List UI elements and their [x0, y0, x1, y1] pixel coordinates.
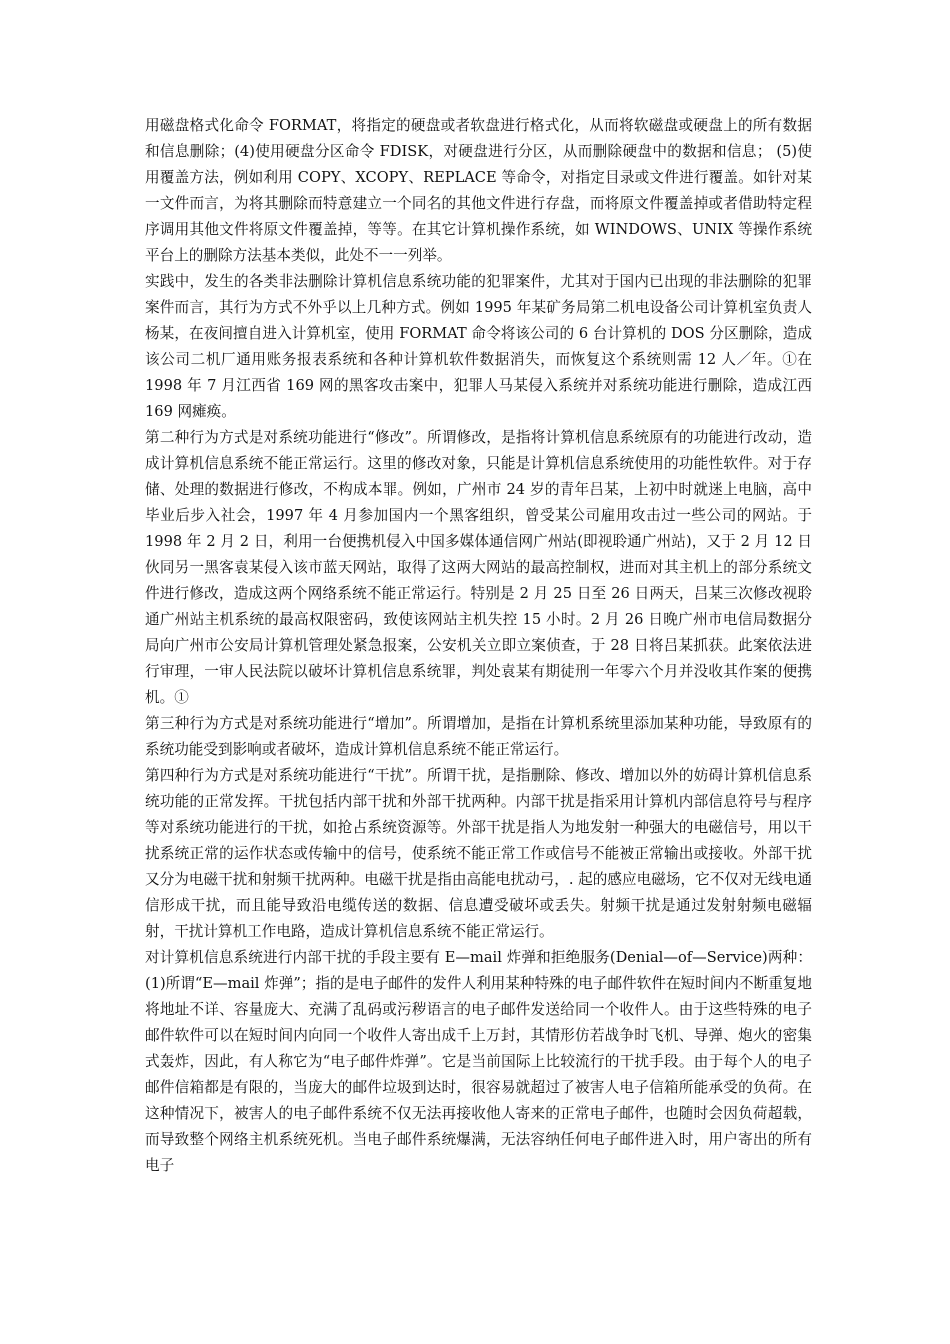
document-page — [145, 113, 812, 1179]
paragraph-6: 对计算机信息系统进行内部干扰的手段主要有 E—mail 炸弹和拒绝服务(Denial—of—Service)两种：(1)所谓“E—mail 炸弹”；指的是电子邮件的发件人利用某种特殊的电子邮件软件在短时间内不断重复地将地址不详、容量庞大、充满了乱码或污秽语言的电子邮件发送给同一个收件人。由于这些特殊的电子邮件软件可以在短时间内向同一个收件人寄出成千上万封，其情形仿若战争时飞机、导弹、炮火的密集式轰炸，因此，有人称它为“电子邮件炸弹”。它是当前国际上比较流行的干扰手段。由于每个人的电子邮件信箱都是有限的，当庞大的邮件垃圾到达时，很容易就超过了被害人电子信箱所能承受的负荷。在这种情况下，被害人的电子邮件系统不仅无法再接收他人寄来的正常电子邮件，也随时会因负荷超载，而导致整个网络主机系统死机。当电子邮件系统爆满，无法容纳任何电子邮件进入时，用户寄出的所有电子 — [145, 949, 812, 1174]
paragraph-2: 实践中，发生的各类非法删除计算机信息系统功能的犯罪案件，尤其对于国内已出现的非法删除的犯罪案件而言，其行为方式不外乎以上几种方式。例如 1995 年某矿务局第二机电设备公司计算机室负责人杨某，在夜间擅自进入计算机室，使用 FORMAT 命令将该公司的 6 台计算机的 DOS 分区删除，造成该公司二机厂通用账务报表系统和各种计算机软件数据消失，而恢复这个系统则需 12 人／年。①在 1998 年 7 月江西省 169 网的黑客攻击案中，犯罪人马某侵入系统并对系统功能进行删除，造成江西 169 网瘫痪。 — [145, 273, 812, 420]
paragraph-1: 用磁盘格式化命令 FORMAT，将指定的硬盘或者软盘进行格式化，从而将软磁盘或硬盘上的所有数据和信息删除；(4)使用硬盘分区命令 FDISK，对硬盘进行分区，从而删除硬盘中的数据和信息； (5)使用覆盖方法，例如利用 COPY、XCOPY、REPLACE 等命令，对指定目录或文件进行覆盖。如针对某一文件而言，为将其删除而特意建立一个同名的其他文件进行存盘，而将原文件覆盖掉或者借助特定程序调用其他文件将原文件覆盖掉，等等。在其它计算机操作系统，如 WINDOWS、UNIX 等操作系统平台上的删除方法基本类似，此处不一一列举。 — [145, 117, 812, 264]
paragraph-4: 第三种行为方式是对系统功能进行“增加”。所谓增加，是指在计算机系统里添加某种功能，导致原有的系统功能受到影响或者破坏，造成计算机信息系统不能正常运行。 — [145, 715, 812, 758]
paragraph-3: 第二种行为方式是对系统功能进行“修改”。所谓修改，是指将计算机信息系统原有的功能进行改动，造成计算机信息系统不能正常运行。这里的修改对象，只能是计算机信息系统使用的功能性软件。对于存储、处理的数据进行修改，不构成本罪。例如，广州市 24 岁的青年吕某，上初中时就迷上电脑，高中毕业后步入社会，1997 年 4 月参加国内一个黑客组织，曾受某公司雇用攻击过一些公司的网站。于 1998 年 2 月 2 日，利用一台便携机侵入中国多媒体通信网广州站(即视聆通广州站)，又于 2 月 12 日伙同另一黑客袁某侵入该市蓝天网站，取得了这两大网站的最高控制权，进而对其主机上的部分系统文件进行修改，造成这两个网络系统不能正常运行。特别是 2 月 25 日至 26 日两天，吕某三次修改视聆通广州站主机系统的最高权限密码，致使该网站主机失控 15 小时。2 月 26 日晚广州市电信局数据分局向广州市公安局计算机管理处紧急报案，公安机关立即立案侦查，于 28 日将吕某抓获。此案依法进行审理，一审人民法院以破坏计算机信息系统罪，判处袁某有期徒刑一年零六个月并没收其作案的便携机。① — [145, 429, 812, 706]
paragraph-5: 第四种行为方式是对系统功能进行“干扰”。所谓干扰，是指删除、修改、增加以外的妨碍计算机信息系统功能的正常发挥。干扰包括内部干扰和外部干扰两种。内部干扰是指采用计算机内部信息符号与程序等对系统功能进行的干扰，如抢占系统资源等。外部干扰是指人为地发射一种强大的电磁信号，用以干扰系统正常的运作状态或传输中的信号，使系统不能正常工作或信号不能被正常输出或接收。外部干扰又分为电磁干扰和射频干扰两种。电磁干扰是指由高能电扰动弓，. 起的感应电磁场，它不仅对无线电通信形成干扰，而且能导致沿电缆传送的数据、信息遭受破坏或丢失。射频干扰是通过发射射频电磁辐射，干扰计算机工作电路，造成计算机信息系统不能正常运行。 — [145, 767, 812, 940]
